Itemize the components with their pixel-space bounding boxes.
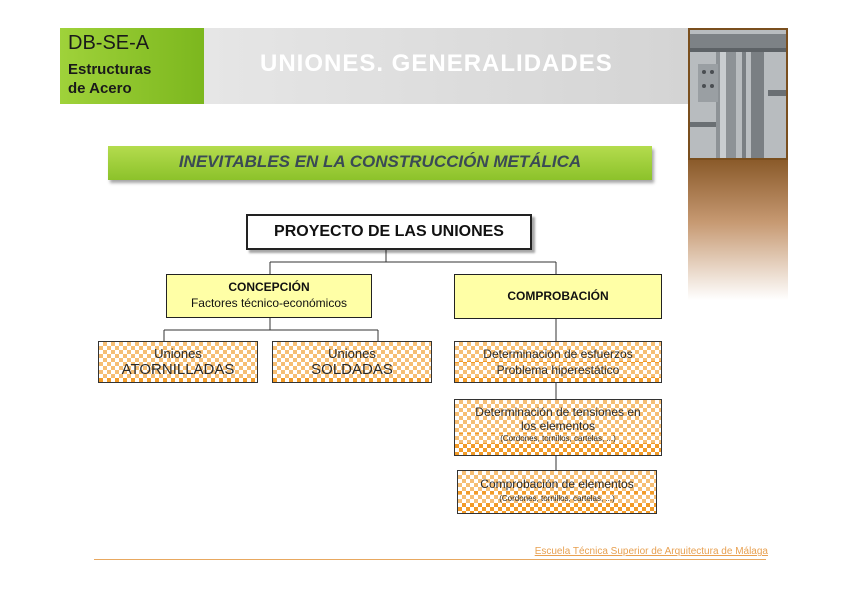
node-uniones-atornilladas bbox=[98, 341, 258, 383]
node-tensiones-l2: los elementos bbox=[455, 419, 661, 433]
node-esfuerzos-l1: Determinación de esfuerzos bbox=[455, 342, 661, 361]
node-elementos-l1: Comprobación de elementos bbox=[458, 471, 656, 491]
node-proyecto-label: PROYECTO DE LAS UNIONES bbox=[274, 223, 504, 240]
node-soldadas-l1: Uniones bbox=[273, 342, 431, 361]
node-esfuerzos-l2: Problema hiperestático bbox=[455, 363, 661, 377]
footer-divider bbox=[94, 559, 766, 560]
node-atornilladas-l2: ATORNILLADAS bbox=[99, 361, 257, 378]
badge-line-3: de Acero bbox=[68, 80, 132, 97]
node-uniones-soldadas bbox=[272, 341, 432, 383]
node-concepcion-title: CONCEPCIÓN bbox=[228, 280, 310, 294]
node-comprobacion bbox=[454, 274, 662, 319]
node-proyecto-uniones bbox=[246, 214, 532, 250]
badge-code: DB-SE-A bbox=[68, 32, 150, 54]
node-soldadas-l2: SOLDADAS bbox=[273, 361, 431, 378]
subtitle-text: INEVITABLES EN LA CONSTRUCCIÓN METÁLICA bbox=[178, 152, 582, 171]
node-concepcion bbox=[166, 274, 372, 318]
node-comprobacion-title: COMPROBACIÓN bbox=[507, 289, 609, 303]
node-concepcion-sub: Factores técnico-económicos bbox=[190, 296, 348, 310]
badge-line-2: Estructuras bbox=[68, 61, 152, 78]
node-determinacion-esfuerzos bbox=[454, 341, 662, 383]
node-atornilladas-l1: Uniones bbox=[99, 342, 257, 361]
page-title: UNIONES. GENERALIDADES bbox=[260, 50, 613, 77]
node-comprobacion-elementos bbox=[457, 470, 657, 514]
node-tensiones-l1: Determinación de tensiones en bbox=[455, 400, 661, 419]
node-tensiones-l3: (Cordones, tornillos, cartelas, ...) bbox=[455, 434, 661, 443]
node-elementos-l2: (Cordones, tornillos, cartelas, ...) bbox=[458, 494, 656, 503]
node-determinacion-tensiones bbox=[454, 399, 662, 456]
footer-school-link[interactable]: Escuela Técnica Superior de Arquitectura de Málaga bbox=[534, 546, 768, 557]
